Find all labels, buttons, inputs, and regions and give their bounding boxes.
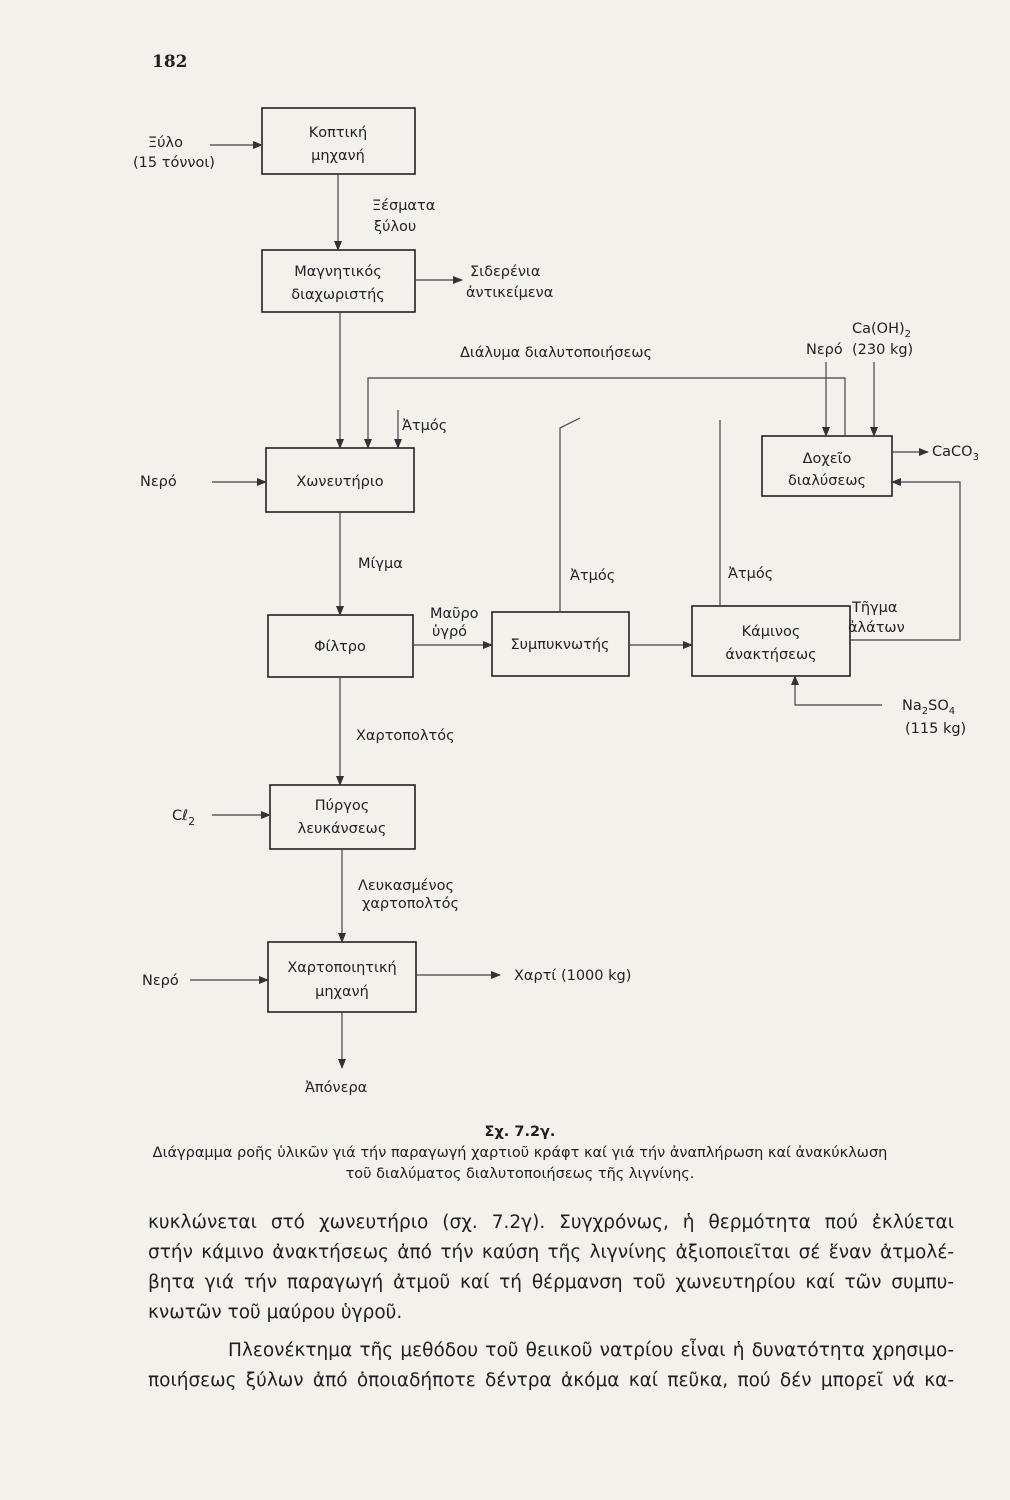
svg-text:Δοχεῖο: Δοχεῖο xyxy=(802,451,852,467)
text-line: βητα γιά τήν παραγωγή ἀτμοῦ καί τή θέρμανση τοῦ χωνευτηρίου καί τῶν συμπυ- xyxy=(148,1272,954,1293)
water-top-label: Νερό xyxy=(806,342,843,358)
text-line: Πλεονέκτημα τῆς μεθόδου τοῦ θειικοῦ νατρίου εἶναι ἡ δυνατότητα χρησιμο- xyxy=(228,1340,954,1361)
digester-box xyxy=(266,448,414,512)
wood-shavings-label: Ξέσματα xyxy=(372,198,436,214)
water-paper-label: Νερό xyxy=(142,973,179,989)
bleached-pulp-label: Λευκασμένος xyxy=(358,878,454,894)
water-digester-label: Νερό xyxy=(140,474,177,490)
svg-text:Χαρτοποιητική: Χαρτοποιητική xyxy=(287,960,397,976)
paragraph-1 xyxy=(148,1208,954,1328)
svg-text:Κάμινος: Κάμινος xyxy=(741,624,801,640)
body-text xyxy=(148,1208,954,1396)
na2so4-quantity-label: (115 kg) xyxy=(905,721,967,737)
caption-line-2: τοῦ διαλύματος διαλυτοποιήσεως τῆς λιγνίνης. xyxy=(345,1166,695,1182)
mixture-label: Μίγμα xyxy=(358,556,403,572)
svg-text:Συμπυκνωτής: Συμπυκνωτής xyxy=(510,637,610,653)
condenser-box xyxy=(492,612,629,676)
svg-text:Μαγνητικός: Μαγνητικός xyxy=(294,264,382,280)
svg-text:διαλύσεως: διαλύσεως xyxy=(788,473,866,489)
paper-output-label: Χαρτί (1000 kg) xyxy=(514,968,632,984)
pulp-label: Χαρτοπολτός xyxy=(356,728,455,744)
na2so4-label: $Na_2SO_4$ xyxy=(902,698,956,717)
cutting-machine-box xyxy=(262,108,415,174)
cl2-label: Cℓ$_2$ xyxy=(172,808,196,828)
figure-caption xyxy=(130,1122,910,1185)
figure-number: Σχ. 7.2γ. xyxy=(484,1124,556,1140)
page-number: 182 xyxy=(152,52,188,72)
bleached-pulp-label-2: χαρτοπολτός xyxy=(362,896,460,912)
svg-text:Φίλτρο: Φίλτρο xyxy=(314,639,366,655)
wood-shavings-label-2: ξύλου xyxy=(374,219,417,235)
text-line: κυκλώνεται στό χωνευτήριο (σχ. 7.2γ). Συγχρόνως, ἡ θερμότητα πού ἐκλύεται xyxy=(148,1212,954,1233)
svg-text:μηχανή: μηχανή xyxy=(315,984,369,1000)
solution-label: Διάλυμα διαλυτοποιήσεως xyxy=(460,345,653,361)
steam-digester-label: Ἀτμός xyxy=(402,418,448,434)
iron-objects-label: Σιδερένια xyxy=(470,264,541,280)
wood-quantity-label: (15 τόννοι) xyxy=(133,155,215,171)
dissolving-tank-box xyxy=(762,436,892,496)
text-line: στήν κάμινο ἀνακτήσεως ἀπό τήν καύση τῆς λιγνίνης ἀξιοποιεῖται σέ ἕναν ἀτμολέ- xyxy=(148,1242,954,1263)
svg-text:διαχωριστής: διαχωριστής xyxy=(291,287,385,303)
recovery-furnace-box xyxy=(692,606,850,676)
text-line: κνωτῶν τοῦ μαύρου ὑγροῦ. xyxy=(148,1302,403,1323)
caco3-label: CaCO$_3$ xyxy=(932,444,979,463)
iron-objects-label-2: ἀντικείμενα xyxy=(466,285,554,301)
caoh2-label: $Ca(OH)_2$ xyxy=(852,321,912,340)
text-line: ποιήσεως ξύλων ἀπό ὁποιαδήποτε δέντρα ἀκόμα καί πεῦκα, πού δέν μπορεῖ νά κα- xyxy=(148,1370,954,1391)
black-liquor-label: Μαῦρο xyxy=(430,606,479,622)
wood-label: Ξύλο xyxy=(148,135,184,151)
steam-condenser-label: Ἀτμός xyxy=(570,568,616,584)
svg-text:λευκάνσεως: λευκάνσεως xyxy=(297,821,387,837)
black-liquor-label-2: ὑγρό xyxy=(432,624,468,640)
paper-machine-box xyxy=(268,942,416,1012)
magnetic-separator-box xyxy=(262,250,415,312)
filter-box xyxy=(268,615,413,677)
svg-text:άνακτήσεως: άνακτήσεως xyxy=(725,647,817,663)
caption-line-1: Διάγραμμα ροῆς ὑλικῶν γιά τήν παραγωγή χαρτιοῦ κράφτ καί γιά τήν ἀναπλήρωση καί ἀνακύκλωση xyxy=(152,1145,888,1161)
svg-text:Χωνευτήριο: Χωνευτήριο xyxy=(296,474,384,490)
svg-text:Κοπτική: Κοπτική xyxy=(308,125,368,141)
paragraph-2 xyxy=(148,1336,954,1396)
svg-text:μηχανή: μηχανή xyxy=(311,148,365,164)
steam-furnace-label: Ἀτμός xyxy=(728,566,774,582)
svg-text:Πύργος: Πύργος xyxy=(314,798,370,814)
bleaching-tower-box xyxy=(270,785,415,849)
caoh2-quantity-label: (230 kg) xyxy=(852,342,914,358)
salt-melt-label-2: ἀλάτων xyxy=(848,620,905,636)
wastewater-label: Ἀπόνερα xyxy=(305,1080,368,1096)
salt-melt-label: Τῆγμα xyxy=(852,600,898,616)
